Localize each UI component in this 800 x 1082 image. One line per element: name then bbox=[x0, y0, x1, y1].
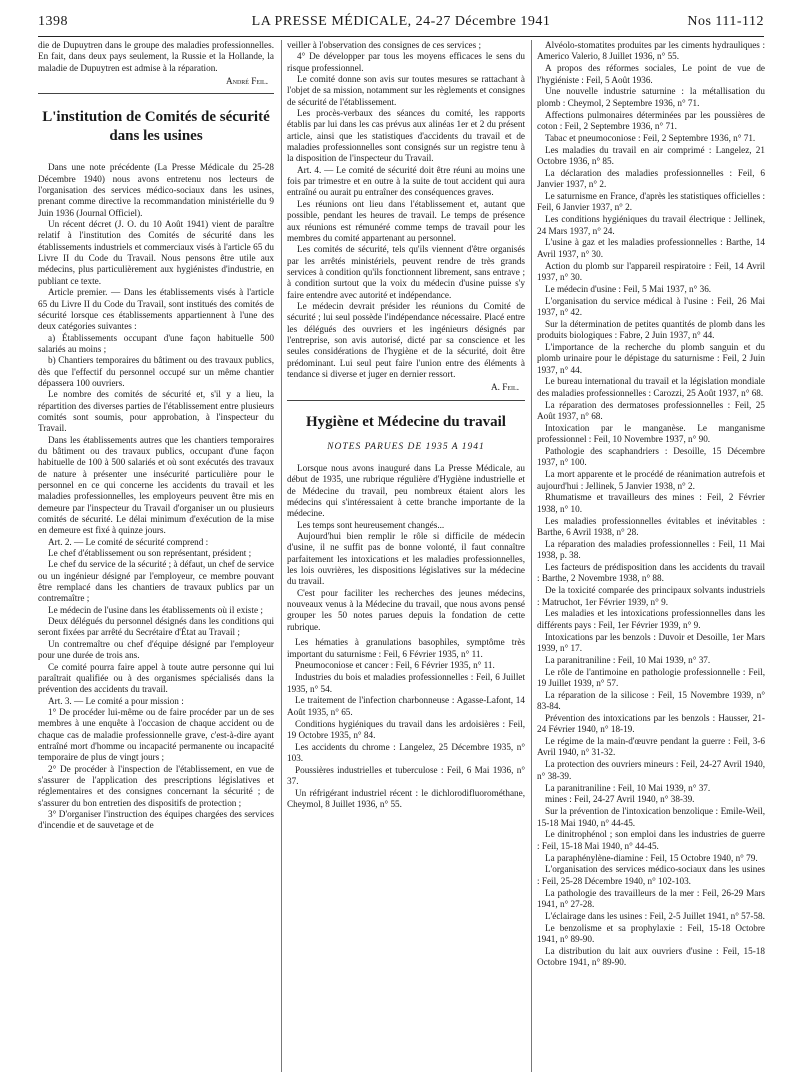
paragraph: Dans une note précédente (La Presse Médicale du 25-28 Décembre 1940) nous avons entretenu nos lecteurs de l'organisation des services médico-sociaux dans les usines, prenant comme directive la recommandation ministérielle du 9 Juin 1936 (Journal Officiel). bbox=[38, 162, 274, 218]
column-1 bbox=[38, 40, 274, 1072]
page-header bbox=[38, 12, 764, 37]
paragraph: Le médecin de l'usine dans les établissements où il existe ; bbox=[48, 604, 263, 615]
paragraph: a) Établissements occupant d'une façon habituelle 500 salariés au moins ; bbox=[38, 332, 274, 354]
paragraph: Art. 4. — Le comité de sécurité doit être réuni au moins une fois par trimestre et en outre à la suite de tout accident qui aura entraîné ou aurait pu entraîner des conséquences graves. bbox=[287, 164, 525, 198]
reference-entry: La distribution du lait aux ouvriers d'usine : Feil, 15-18 Octobre 1941, n° 89-90. bbox=[537, 945, 765, 968]
reference-entry: A propos des réformes sociales, Le point de vue de l'hygiéniste : Feil, 5 Août 1936. bbox=[537, 63, 765, 85]
reference-list bbox=[537, 40, 765, 969]
divider bbox=[287, 400, 525, 401]
reference-entry: Un réfrigérant industriel récent : le dichlorodifluorométhane, Cheymol, 8 Juillet 1936, n° 55. bbox=[287, 788, 525, 810]
signature: A. Feil. bbox=[491, 382, 519, 393]
reference-entry: Sur la détermination de petites quantités de plomb dans les produits biologiques : Fabre, 2 Juin 1937, n° 44. bbox=[537, 318, 765, 341]
paragraph: Ce comité pourra faire appel à toute autre personne qui lui paraîtrait qualifiée ou à des organismes spécialisés dans la prévention des accidents du travail. bbox=[38, 661, 274, 695]
reference-entry: Les facteurs de prédisposition dans les accidents du travail : Barthe, 2 Novembre 1938, n° 88. bbox=[537, 561, 765, 584]
paragraph: C'est pour faciliter les recherches des jeunes médecins, nouveaux venus à la Médecine du travail, que nous avons pensé grouper les 50 notes parues depuis la fondation de cette rubrique. bbox=[287, 587, 525, 632]
reference-entry: Conditions hygiéniques du travail dans les ardoisières : Feil, 19 Octobre 1935, n° 84. bbox=[287, 718, 525, 740]
reference-entry: La réparation des dermatoses professionnelles : Feil, 25 Août 1937, n° 68. bbox=[537, 399, 765, 421]
paragraph: Les temps sont heureusement changés... bbox=[297, 519, 445, 530]
reference-entry: Le traitement de l'infection charbonneuse : Agasse-Lafont, 14 Août 1935, n° 65. bbox=[287, 695, 525, 717]
reference-entry: L'usine à gaz et les maladies professionnelles : Barthe, 14 Avril 1937, n° 30. bbox=[537, 237, 765, 259]
article-body bbox=[38, 162, 274, 831]
reference-entry: La pathologie des travailleurs de la mer : Feil, 26-29 Mars 1941, n° 27-28. bbox=[537, 887, 765, 909]
paragraph: Le nombre des comités de sécurité et, s'il y a lieu, la répartition des diverses parties de l'établissement entre plusieurs comités sont soumis, pour approbation, à l'inspecteur du Travail. bbox=[38, 389, 274, 434]
paragraph: Le comité donne son avis sur toutes mesures se rattachant à l'objet de sa mission, notamment sur les règlements et consignes de sécurité de l'établissement. bbox=[287, 74, 525, 107]
paragraph: Les procès-verbaux des séances du comité, les rapports établis par lui dans les cas prévus aux alinéas 1er et 2 du présent article, ainsi que les statistiques d'accidents du travail et de maladies professionnelles sont consignés sur un registre tenu à la disposition de l'inspecteur du Travail. bbox=[287, 108, 525, 164]
journal-title: LA PRESSE MÉDICALE, 24-27 Décembre 1941 bbox=[251, 14, 551, 29]
reference-entry: Le bureau international du travail et la législation mondiale des maladies professionnelles : Carozzi, 25 Août 1937, n° 68. bbox=[537, 376, 765, 398]
column-2 bbox=[287, 40, 525, 1072]
reference-entry: La paranitraniline : Feil, 10 Mai 1939, n° 37. bbox=[545, 654, 711, 665]
reference-entry: Les accidents du chrome : Langelez, 25 Décembre 1935, n° 103. bbox=[287, 741, 525, 764]
paragraph: Les réunions ont lieu dans l'établissement et, autant que possible, pendant les heures de travail. Le temps de présence aux réunions est rémunéré comme temps de travail pour les membres du comité appartenant au personnel. bbox=[287, 198, 525, 243]
paragraph: Un contremaître ou chef d'équipe désigné par l'employeur pour une durée de trois ans. bbox=[38, 638, 274, 661]
paragraph: 1° De procéder lui-même ou de faire procéder par un de ses membres à une enquête à l'occasion de chaque accident ou de chaque cas de maladie professionnelle grave, c'est-à-dire ayant entraîné mort d'homme ou incapacité permanente ou incapacité temporaire de plus de vingt jours ; bbox=[38, 706, 274, 763]
paragraph: b) Chantiers temporaires du bâtiment ou des travaux publics, dès que l'effectif du personnel occupé sur un même chantier dépassera 100 ouvriers. bbox=[38, 355, 274, 388]
reference-entry: Affections pulmonaires déterminées par les poussières de coton : Feil, 2 Septembre 1936, n° 71. bbox=[537, 109, 765, 131]
column-3 bbox=[537, 40, 765, 1072]
reference-entry: Action du plomb sur l'appareil respiratoire : Feil, 14 Avril 1937, n° 30. bbox=[537, 260, 765, 282]
reference-entry: Rhumatisme et travailleurs des mines : Feil, 2 Février 1938, n° 10. bbox=[537, 492, 765, 514]
paragraph: Deux délégués du personnel désignés dans les conditions qui seront fixées par arrêté du Secrétaire d'État au Travail ; bbox=[38, 616, 274, 638]
reference-entry: Le benzolisme et sa prophylaxie : Feil, 15-18 Octobre 1941, n° 89-90. bbox=[537, 922, 765, 944]
column-rule bbox=[531, 40, 532, 1072]
reference-entry: Prévention des intoxications par les benzols : Hausser, 21-24 Février 1940, n° 18-19. bbox=[537, 712, 765, 735]
reference-entry: Les maladies du travail en air comprimé : Langelez, 21 Octobre 1936, n° 85. bbox=[537, 144, 765, 166]
section-title: Hygiène et Médecine du travail bbox=[306, 413, 506, 430]
reference-entry: Le saturnisme en France, d'après les statistiques officielles : Feil, 6 Janvier 1937, n° 2. bbox=[537, 190, 765, 213]
paragraph: veiller à l'observation des consignes de ces services ; bbox=[287, 40, 482, 50]
reference-entry: L'organisation du service médical à l'usine : Feil, 26 Mai 1937, n° 42. bbox=[537, 295, 765, 317]
reference-entry: La déclaration des maladies professionnelles : Feil, 6 Janvier 1937, n° 2. bbox=[537, 167, 765, 190]
reference-entry: Alvéolo-stomatites produites par les ciments hydrauliques : Americo Valerio, 8 Juillet 1936, n° 55. bbox=[537, 40, 765, 62]
reference-entry: La protection des ouvriers mineurs : Feil, 24-27 Avril 1940, n° 38-39. bbox=[537, 759, 765, 781]
reference-entry: La paraphénylène-diamine : Feil, 15 Octobre 1940, n° 79. bbox=[545, 852, 758, 863]
issue-number: Nos 111-112 bbox=[687, 14, 764, 29]
paragraph: Lorsque nous avons inauguré dans La Presse Médicale, au début de 1935, une rubrique régulière d'Hygiène industrielle et de Médecine du travail, peu nombreux étaient alors les médecins qui s'intéressaient à cette branche importante de la médecine. bbox=[287, 463, 525, 519]
paragraph: Art. 3. — Le comité a pour mission : bbox=[48, 695, 184, 706]
reference-entry: Les conditions hygiéniques du travail électrique : Jellinek, 24 Mars 1937, n° 24. bbox=[537, 214, 765, 236]
reference-entry: La réparation de la silicose : Feil, 15 Novembre 1939, n° 83-84. bbox=[537, 689, 765, 712]
reference-entry: Poussières industrielles et tuberculose : Feil, 6 Mai 1936, n° 37. bbox=[287, 764, 525, 787]
reference-entry: La réparation des maladies professionnelles : Feil, 11 Mai 1938, p. 38. bbox=[537, 538, 765, 561]
paragraph: Le chef du service de la sécurité ; à défaut, un chef de service ou un ingénieur désigné par l'employeur, ce membre pouvant être remplacé dans les chantiers de travaux publics par un contremaître ; bbox=[38, 559, 274, 604]
article-title: L'institution de Comités de sécurité dans les usines bbox=[42, 109, 270, 145]
reference-entry: La mort apparente et le procédé de réanimation autrefois et aujourd'hui : Jellinek, 5 Janvier 1938, n° 2. bbox=[537, 469, 765, 491]
paragraph: Le médecin devrait présider les réunions du Comité de sécurité ; lui seul possède l'indépendance nécessaire. Placé entre les délégués des ouvriers et les ingénieurs désignés par l'entreprise, son avis autorisé, dicté par sa conscience et les seules considérations de l'hygiène et de la sécurité, doit être prédominant. Lui seul peut faire l'union entre des éléments à tendance si diverse et juger en dernier ressort. bbox=[287, 300, 525, 379]
divider bbox=[38, 93, 274, 94]
section-subtitle: NOTES PARUES DE 1935 A 1941 bbox=[327, 441, 485, 452]
paragraph: Aujourd'hui bien remplir le rôle si difficile de médecin d'usine, il ne suffit pas de bonne volonté, il faut connaître parfaitement les intoxications et les maladies professionnelles, les lois ouvrières, les dispositions législatives sur la médecine du travail. bbox=[287, 531, 525, 587]
paragraph: Les comités de sécurité, tels qu'ils viennent d'être organisés par les arrêtés ministériels, peuvent rendre de très grands services à condition qu'ils fonctionnent librement, sans entrave ; à condition surtout que la voix du médecin d'usine puisse s'y faire entendre avec autorité et indépendance. bbox=[287, 244, 525, 300]
reference-entry: Le dinitrophénol ; son emploi dans les industries de guerre : Feil, 15-18 Mai 1940, n° 44-45. bbox=[537, 829, 765, 851]
page-number: 1398 bbox=[38, 14, 68, 29]
reference-entry: La paranitraniline : Feil, 10 Mai 1939, n° 37. bbox=[545, 782, 711, 793]
paragraph: Un récent décret (J. O. du 10 Août 1941) vient de paraître relatif à l'institution des Comités de sécurité dans les établissements industriels et commerciaux visés à l'article 65 du Livre II du Code du Travail. Nous pensons être utile aux médecins, plus particulièrement aux hygiénistes d'industrie, en publiant ce texte. bbox=[38, 219, 274, 286]
paragraph: 2° De procéder à l'inspection de l'établissement, en vue de s'assurer de l'application des prescriptions législatives et réglementaires et des consignes concernant la sécurité ; de s'assurer du bon entretien des dispositifs de protection ; bbox=[38, 763, 274, 808]
paragraph: Dans les établissements autres que les chantiers temporaires du bâtiment ou des travaux publics, occupant d'une façon habituelle de 100 à 500 salariés et où sont exécutés des travaux de nature à présenter une insécurité particulière pour le personnel en ce qui concerne les accidents du travail et les maladies professionnelles, les employeurs peuvent être mis en demeure par l'inspecteur du Travail d'organiser un ou plusieurs comités de sécurité. Le délai minimum d'exécution de la mise en demeure est fixé à quinze jours. bbox=[38, 434, 274, 536]
reference-entry: Les maladies et les intoxications professionnelles dans les différents pays : Feil, 1er Février 1939, n° 9. bbox=[537, 608, 765, 630]
reference-entry: Une nouvelle industrie saturnine : la métallisation du plomb : Cheymol, 2 Septembre 1936, n° 71. bbox=[537, 86, 765, 108]
reference-entry: Tabac et pneumoconiose : Feil, 2 Septembre 1936, n° 71. bbox=[545, 132, 756, 143]
reference-entry: Le régime de la main-d'œuvre pendant la guerre : Feil, 3-6 Avril 1940, n° 31-32. bbox=[537, 736, 765, 758]
reference-entry: Sur la prévention de l'intoxication benzolique : Emile-Weil, 15-18 Mai 1940, n° 44-45. bbox=[537, 806, 765, 828]
reference-entry: Pneumoconiose et cancer : Feil, 6 Février 1935, n° 11. bbox=[295, 660, 495, 671]
reference-entry: Intoxications par les benzols : Duvoir et Desoille, 1er Mars 1939, n° 17. bbox=[537, 631, 765, 653]
reference-entry: Le rôle de l'antimoine en pathologie professionnelle : Feil, 19 Juillet 1939, n° 57. bbox=[537, 666, 765, 688]
reference-list bbox=[287, 637, 525, 811]
reference-entry: L'organisation des services médico-sociaux dans les usines : Feil, 25-28 Décembre 1940, n° 102-103. bbox=[537, 864, 765, 886]
paragraph: 4° De développer par tous les moyens efficaces le sens du risque professionnel. bbox=[287, 51, 525, 73]
reference-entry: mines : Feil, 24-27 Avril 1940, n° 38-39. bbox=[545, 794, 695, 805]
signature: André Feil. bbox=[226, 76, 268, 87]
reference-entry: L'éclairage dans les usines : Feil, 2-5 Juillet 1941, n° 57-58. bbox=[545, 910, 765, 921]
reference-entry: Pathologie des scaphandriers : Desoille, 15 Décembre 1937, n° 100. bbox=[537, 446, 765, 468]
reference-entry: Les maladies professionnelles évitables et inévitables : Barthe, 6 Avril 1938, n° 28. bbox=[537, 515, 765, 537]
paragraph: Article premier. — Dans les établissements visés à l'article 65 du Livre II du Code du Travail, sont institués des comités de sécurité lorsque ces établissements appartiennent à l'une des deux catégories suivantes : bbox=[38, 287, 274, 332]
reference-entry: De la toxicité comparée des principaux solvants industriels : Matruchot, 1er Février 1939, n° 9. bbox=[537, 585, 765, 607]
paragraph: 3° D'organiser l'instruction des équipes chargées des services d'incendie et de sauvetage et de bbox=[38, 808, 274, 831]
reference-entry: Intoxication par le manganèse. Le manganisme professionnel : Feil, 10 Novembre 1937, n° 90. bbox=[537, 422, 765, 445]
paragraph: Le chef d'établissement ou son représentant, président ; bbox=[48, 548, 252, 559]
intro-paragraph: die de Dupuytren dans le groupe des maladies professionnelles. En fait, dans deux pays seulement, la Russie et la Hollande, la maladie de Dupuytren est admise à la réparation. bbox=[38, 40, 274, 73]
paragraph: Art. 2. — Le comité de sécurité comprend : bbox=[48, 536, 209, 547]
reference-entry: L'importance de la recherche du plomb sanguin et du plomb urinaire pour le dépistage du saturnisme : Feil, 2 Juin 1937, n° 44. bbox=[537, 341, 765, 375]
reference-entry: Les hématies à granulations basophiles, symptôme très important du saturnisme : Feil, 6 Février 1935, n° 11. bbox=[287, 637, 525, 659]
reference-entry: Le médecin d'usine : Feil, 5 Mai 1937, n° 36. bbox=[545, 283, 712, 294]
reference-entry: Industries du bois et maladies professionnelles : Feil, 6 Juillet 1935, n° 54. bbox=[287, 672, 525, 694]
column-rule bbox=[281, 40, 282, 1072]
